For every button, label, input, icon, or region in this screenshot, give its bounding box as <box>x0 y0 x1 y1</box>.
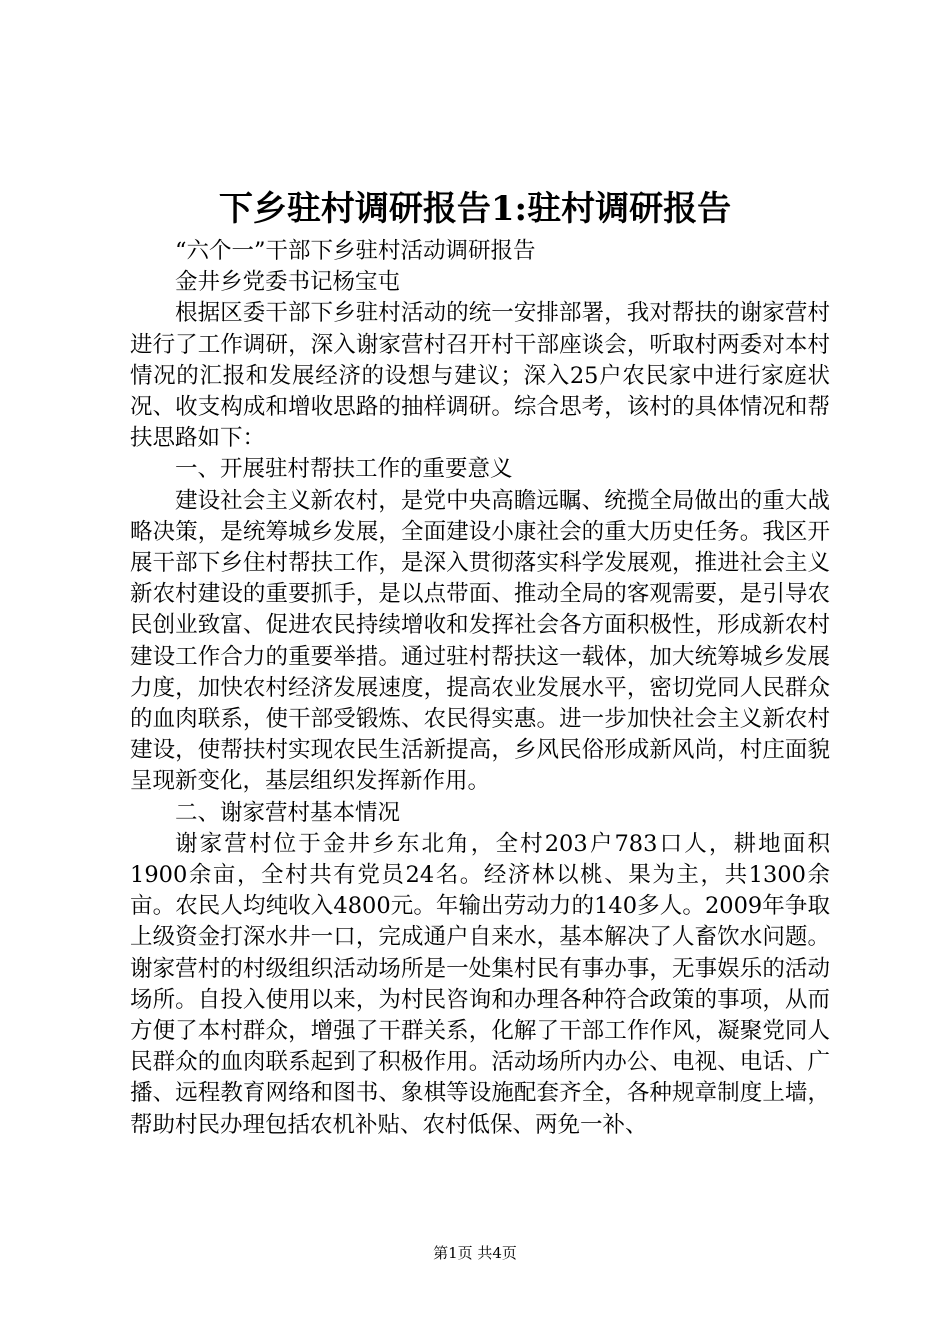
section-heading-1: 一、开展驻村帮扶工作的重要意义 <box>175 456 513 483</box>
document-body <box>130 236 830 1141</box>
paragraph-subtitle: “六个一”干部下乡驻村活动调研报告 <box>175 238 536 264</box>
paragraph-significance: 建设社会主义新农村，是党中央高瞻远瞩、统揽全局做出的重大战略决策，是统筹城乡发展，全面建设小康社会的重大历史任务。我区开展干部下乡住村帮扶工作，是深入贯彻落实科学发展观，推进社会主义新农村建设的重要抓手，是以点带面、推动全局的客观需要，是引导农民创业致富、促进农民持续增收和发挥社会各方面积极性，形成新农村建设工作合力的重要举措。通过驻村帮扶这一载体，加大统筹城乡发展力度，加快农村经济发展速度，提高农业发展水平，密切党同人民群众的血肉联系，使干部受锻炼、农民得实惠。进一步加快社会主义新农村建设，使帮扶村实现农民生活新提高，乡风民俗形成新风尚，村庄面貌呈现新变化，基层组织发挥新作用。 <box>130 487 830 795</box>
page-footer: 第1页 共4页 <box>433 1244 517 1262</box>
paragraph-intro: 根据区委干部下乡驻村活动的统一安排部署，我对帮扶的谢家营村进行了工作调研，深入谢家营村召开村干部座谈会，听取村两委对本村情况的汇报和发展经济的设想与建议；深入25户农民家中进行家庭状况、收支构成和增收思路的抽样调研。综合思考，该村的具体情况和帮扶思路如下： <box>130 300 830 452</box>
document-title: 下乡驻村调研报告1:驻村调研报告 <box>218 189 732 229</box>
paragraph-author: 金井乡党委书记杨宝屯 <box>175 269 401 296</box>
paragraph-village-info: 谢家营村位于金井乡东北角，全村203户783口人，耕地面积1900余亩，全村共有党员24名。经济林以桃、果为主，共1300余亩。农民人均纯收入4800元。年输出劳动力的140多人。2009年争取上级资金打深水井一口，完成通户自来水，基本解决了人畜饮水问题。谢家营村的村级组织活动场所是一处集村民有事办事，无事娱乐的活动场所。自投入使用以来，为村民咨询和办理各种符合政策的事项，从而方便了本村群众，增强了干群关系，化解了干部工作作风，凝聚党同人民群众的血肉联系起到了积极作用。活动场所内办公、电视、电话、广播、远程教育网络和图书、象棋等设施配套齐全，各种规章制度上墙，帮助村民办理包括农机补贴、农村低保、两免一补、 <box>130 830 830 1138</box>
section-heading-2: 二、谢家营村基本情况 <box>175 799 401 826</box>
